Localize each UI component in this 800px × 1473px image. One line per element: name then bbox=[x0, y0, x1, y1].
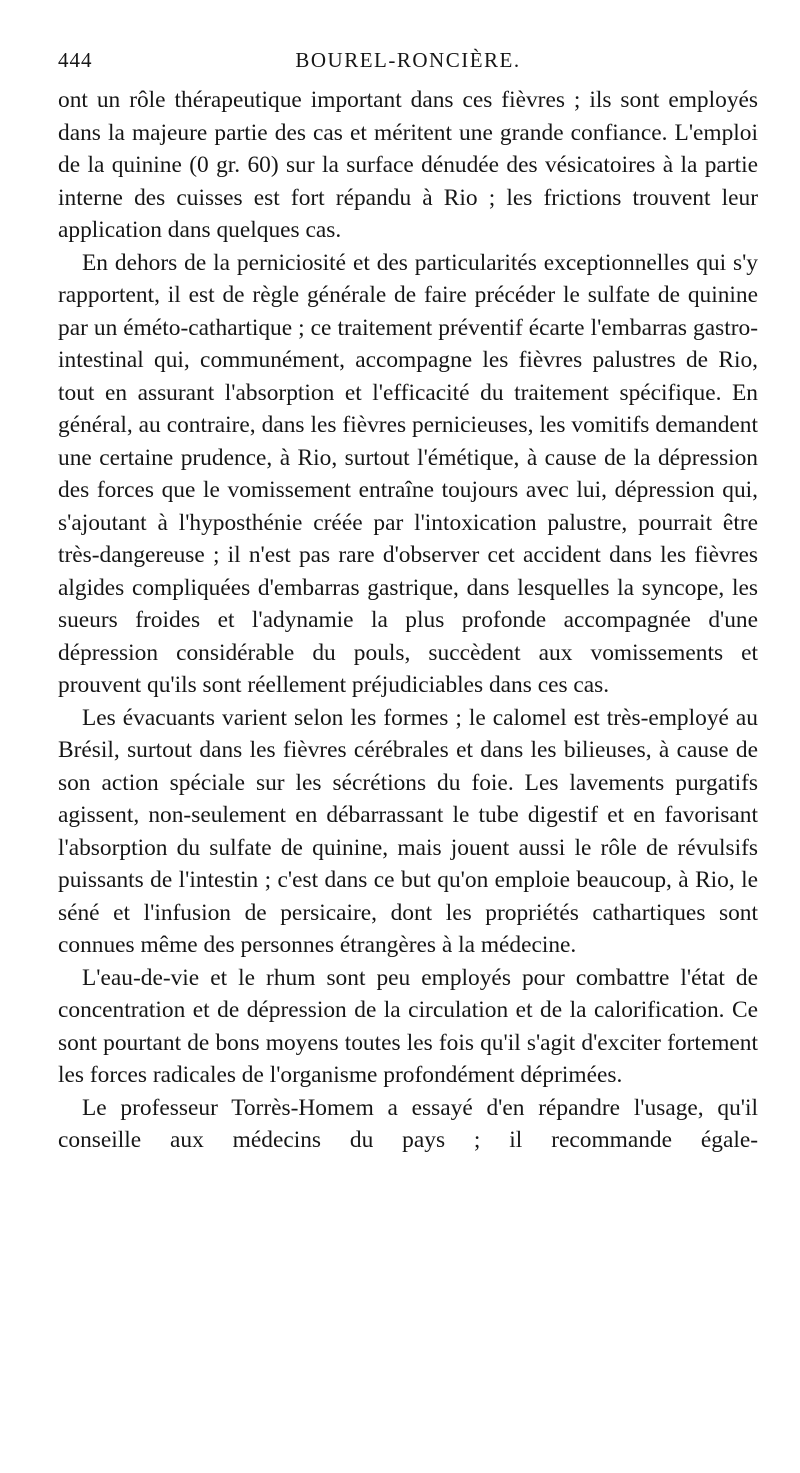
paragraph-1: ont un rôle thérapeutique important dans ces fièvres ; ils sont employés dans la majeure partie des cas et méritent une grande confiance. L'emploi de la quinine (0 gr. 60) sur la surface dénudée des vésicatoires à la partie interne des cuisses est fort répandu à Rio ; les frictions trouvent leur application dans quelques cas. bbox=[58, 87, 758, 243]
body-text bbox=[58, 84, 758, 1157]
page-number: 444 bbox=[58, 48, 93, 72]
paragraph-2: En dehors de la perniciosité et des particularités exceptionnelles qui s'y rapportent, il est de règle générale de faire précéder le sulfate de quinine par un éméto-cathartique ; ce traitement préventif écarte l'embarras gastro-intestinal qui, communément, accompagne les fièvres palustres de Rio, tout en assurant l'absorption et l'efficacité du traitement spécifique. En général, au contraire, dans les fièvres pernicieuses, les vomitifs demandent une certaine prudence, à Rio, surtout l'émétique, à cause de la dépression des forces que le vomissement entraîne toujours avec lui, dépression qui, s'ajoutant à l'hyposthénie créée par l'intoxication palustre, pourrait être très-dangereuse ; il n'est pas rare d'observer cet accident dans les fièvres algides compliquées d'embarras gastrique, dans lesquelles la syncope, les sueurs froides et l'adynamie la plus profonde accompagnée d'une dépression considérable du pouls, succèdent aux vomissements et prouvent qu'ils sont réellement préjudiciables dans ces cas. bbox=[58, 249, 758, 698]
paragraph-5: Le professeur Torrès-Homem a essayé d'en répandre l'usage, qu'il conseille aux médecins du pays ; il recommande égale- bbox=[58, 1094, 758, 1153]
running-title: BOUREL-RONCIÈRE. bbox=[295, 48, 521, 72]
paragraph-3: Les évacuants varient selon les formes ; le calomel est très-employé au Brésil, surtout dans les fièvres cérébrales et dans les bilieuses, à cause de son action spéciale sur les sécrétions du foie. Les lavements purgatifs agissent, non-seulement en débarrassant le tube digestif et en favorisant l'absorption du sulfate de quinine, mais jouent aussi le rôle de révulsifs puissants de l'intestin ; c'est dans ce but qu'on emploie beaucoup, à Rio, le séné et l'infusion de persicaire, dont les propriétés cathartiques sont connues même des personnes étrangères à la médecine. bbox=[58, 704, 758, 958]
running-head bbox=[58, 48, 758, 82]
paragraph-4: L'eau-de-vie et le rhum sont peu employés pour combattre l'état de concentration et de dépression de la circulation et de la calorification. Ce sont pourtant de bons moyens toutes les fois qu'il s'agit d'exciter fortement les forces radicales de l'organisme profondément déprimées. bbox=[58, 964, 758, 1088]
book-page bbox=[58, 48, 758, 1157]
